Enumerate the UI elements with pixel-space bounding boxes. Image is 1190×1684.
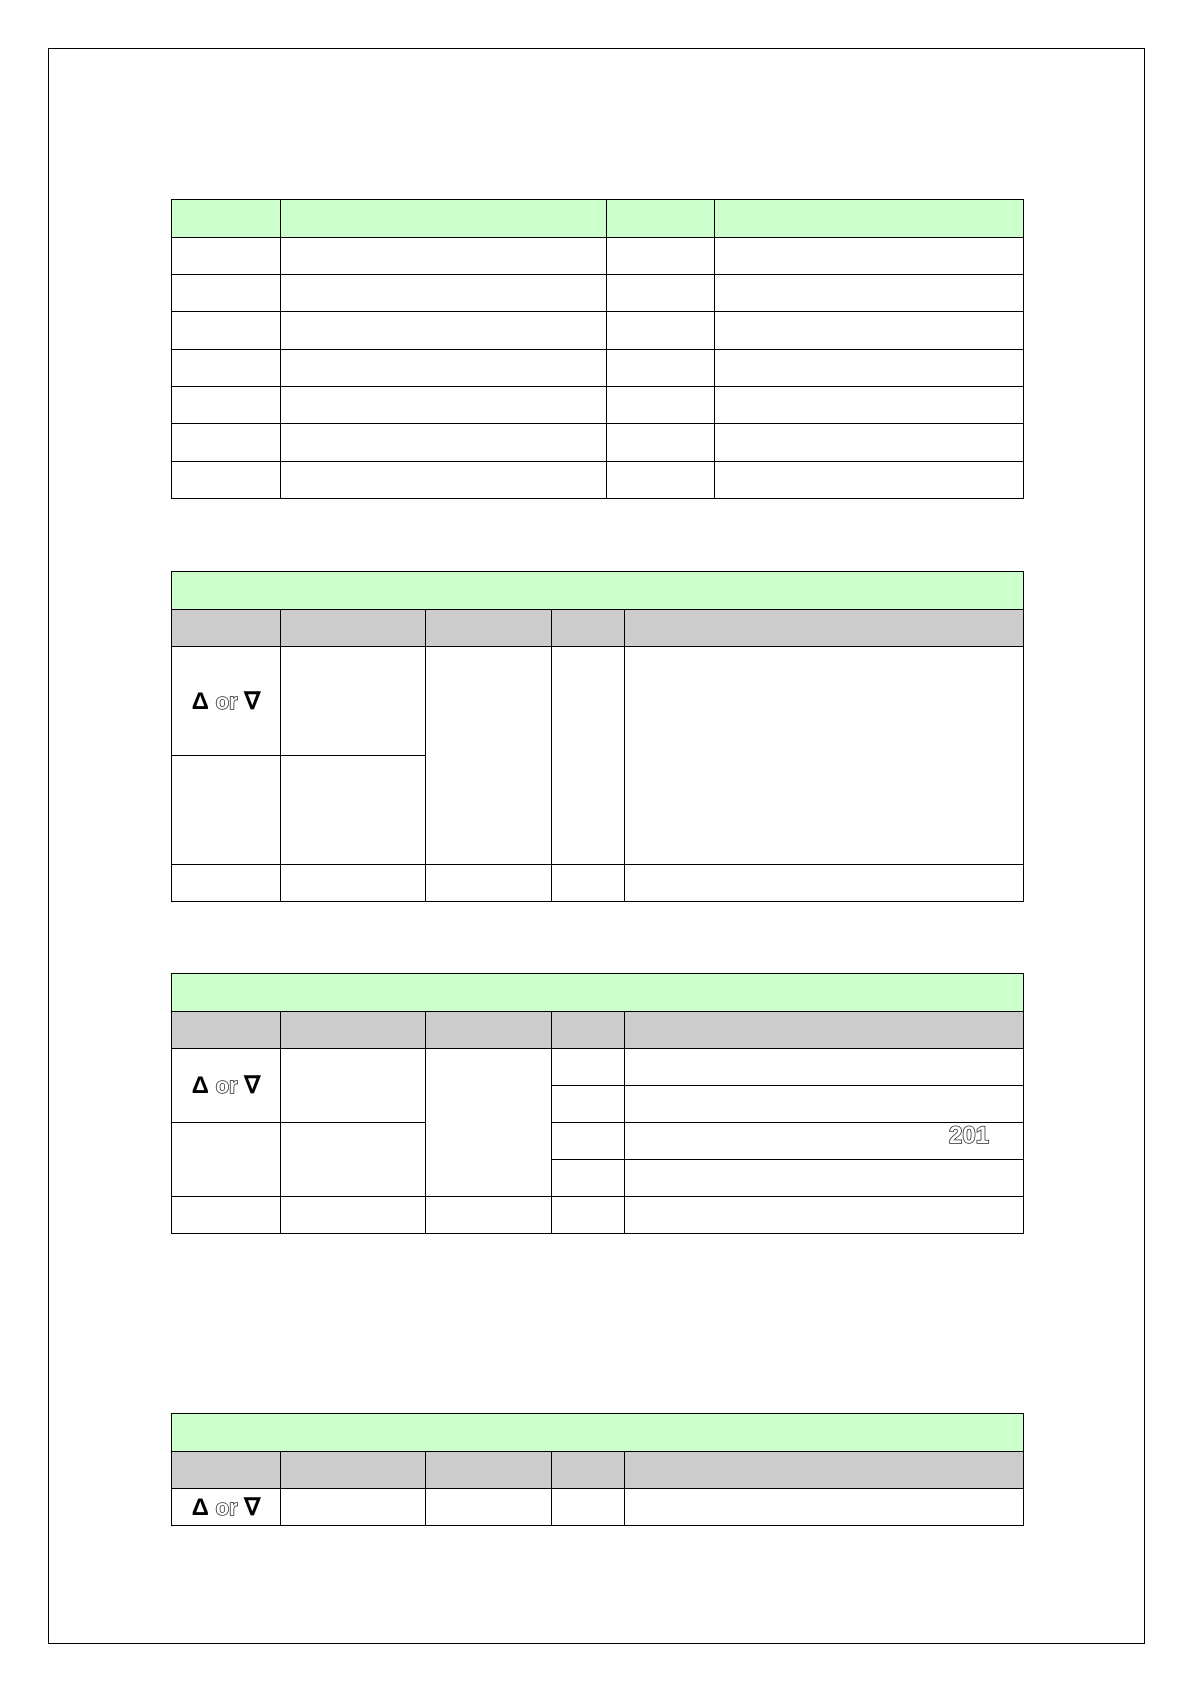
up-triangle-icon: Δ (191, 1072, 209, 1099)
table-row (172, 1123, 1024, 1160)
table-row (172, 1197, 1024, 1234)
table-row (172, 238, 1024, 275)
table-4-title-row (172, 1414, 1024, 1452)
or-label: or (215, 1073, 238, 1098)
table-row (172, 350, 1024, 387)
table-row (172, 462, 1024, 499)
table-3-title-row (172, 974, 1024, 1012)
table-3-header-row (172, 1012, 1024, 1049)
table-2 (171, 571, 1024, 902)
table-2-title-row (172, 572, 1024, 610)
table-row (172, 865, 1024, 902)
down-triangle-icon: ∇ (244, 687, 261, 715)
or-label: or (215, 688, 238, 714)
table-1-header-row (172, 200, 1024, 238)
table-3 (171, 973, 1024, 1234)
down-triangle-icon: ∇ (244, 1493, 261, 1521)
table-row (172, 424, 1024, 462)
down-triangle-icon: ∇ (244, 1072, 261, 1099)
table-1 (171, 199, 1024, 499)
up-or-down-cell (172, 647, 281, 756)
table-row (172, 387, 1024, 424)
up-or-down-cell (172, 1049, 281, 1123)
table-row (172, 275, 1024, 312)
table-row (172, 647, 1024, 756)
table-row (172, 1489, 1024, 1526)
up-triangle-icon: Δ (191, 1493, 209, 1521)
up-triangle-icon: Δ (191, 687, 209, 715)
table-4-header-row (172, 1452, 1024, 1489)
or-label: or (215, 1494, 238, 1520)
table-row (172, 312, 1024, 350)
up-or-down-cell (172, 1489, 281, 1526)
page-marker: 201 (949, 1122, 990, 1149)
table-row (172, 1049, 1024, 1086)
table-4 (171, 1413, 1024, 1526)
table-2-header-row (172, 610, 1024, 647)
